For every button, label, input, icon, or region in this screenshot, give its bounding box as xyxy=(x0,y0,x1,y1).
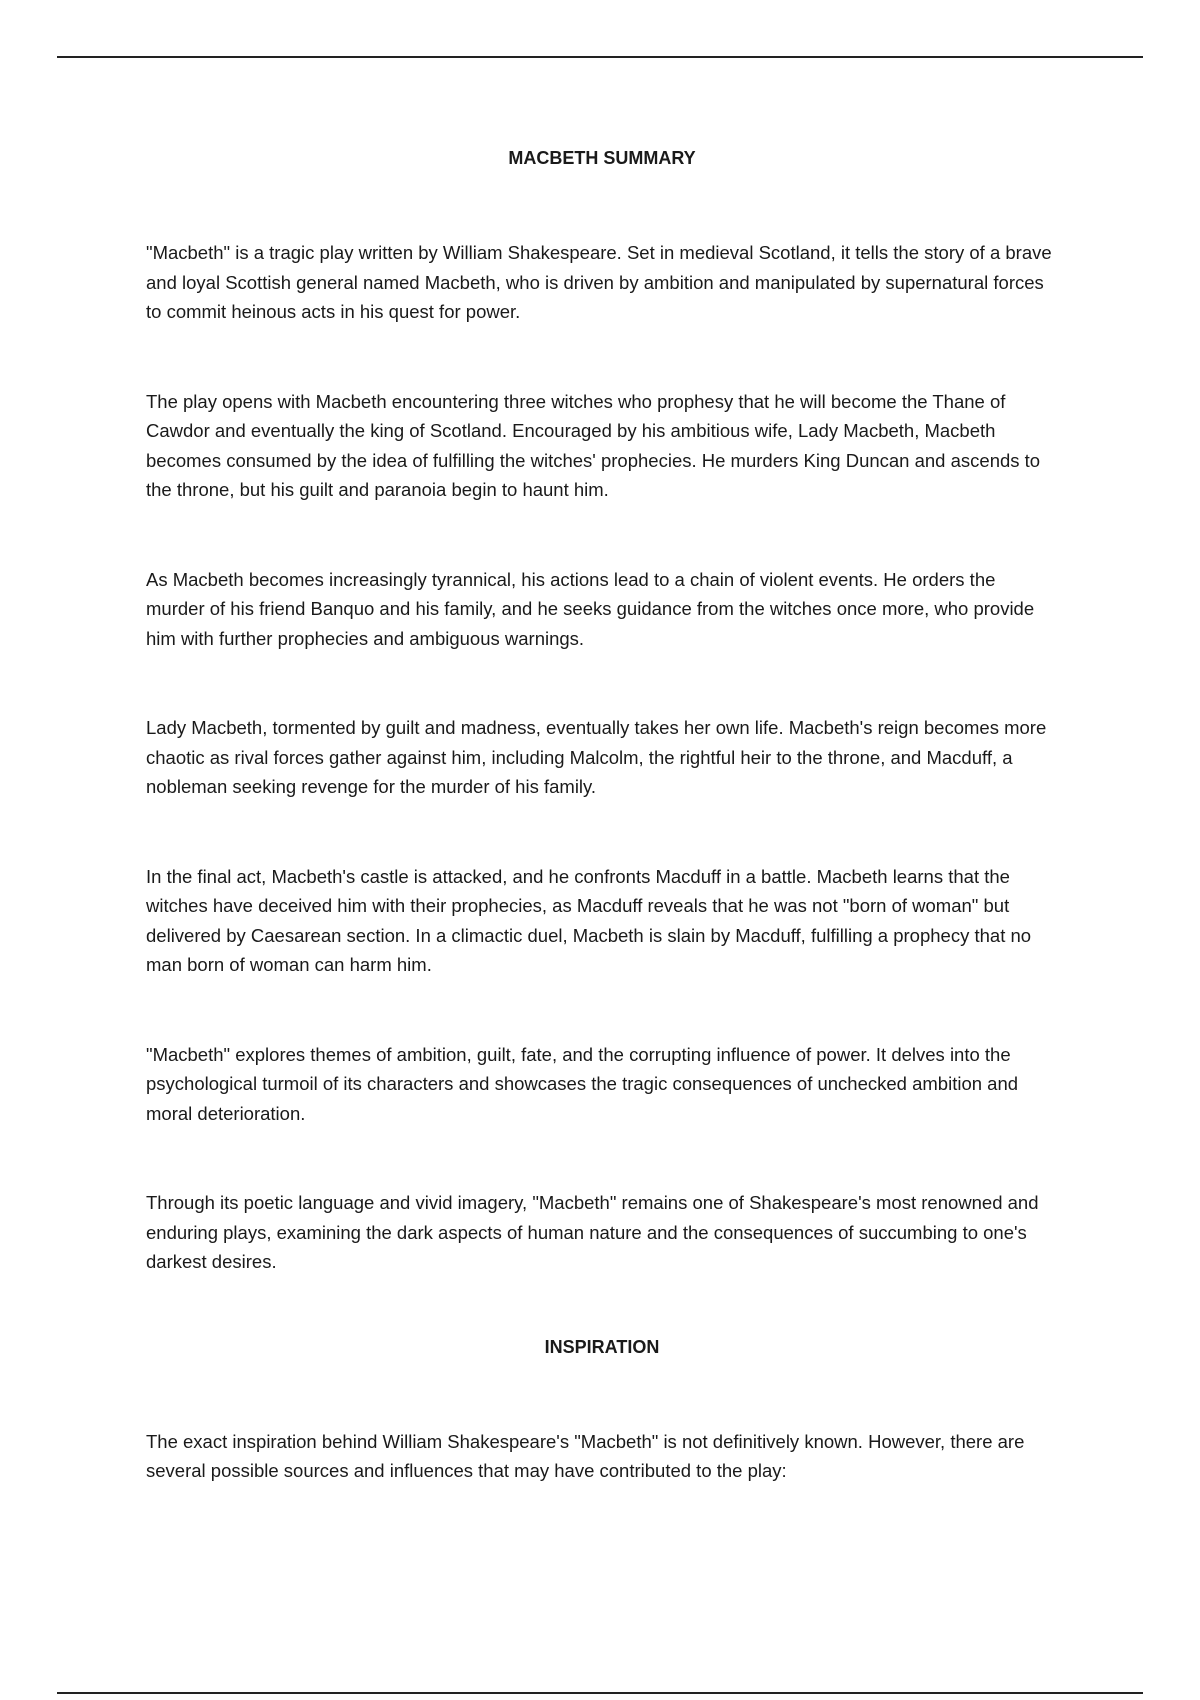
document-title: MACBETH SUMMARY xyxy=(508,148,696,168)
summary-paragraph: In the final act, Macbeth's castle is attacked, and he confronts Macduff in a battle. Macbeth learns that the witches have deceived him with their prophecies, as Macduff reveals that he was not "born of woman" but delivered by Caesarean section. In a climactic duel, Macbeth is slain by Macduff, fulfilling a prophecy that no man born of woman can harm him. xyxy=(146,865,1032,975)
top-rule xyxy=(57,56,1143,58)
bottom-rule xyxy=(57,1692,1143,1694)
summary-paragraph: Through its poetic language and vivid imagery, "Macbeth" remains one of Shakespeare's most renowned and enduring plays, examining the dark aspects of human nature and the consequences of succumbing to one's darkest desires. xyxy=(146,1192,1039,1272)
summary-paragraph: The play opens with Macbeth encountering three witches who prophesy that he will become the Thane of Cawdor and eventually the king of Scotland. Encouraged by his ambitious wife, Lady Macbeth, Macbeth becomes consumed by the idea of fulfilling the witches' prophecies. He murders King Duncan and ascends to the throne, but his guilt and paranoia begin to haunt him. xyxy=(146,390,1041,500)
inspiration-heading: INSPIRATION xyxy=(544,1336,660,1357)
document-body xyxy=(146,146,1058,1486)
summary-paragraph: As Macbeth becomes increasingly tyrannical, his actions lead to a chain of violent events. He orders the murder of his friend Banquo and his family, and he seeks guidance from the witches once more, who provide him with further prophecies and ambiguous warnings. xyxy=(146,568,1035,649)
summary-paragraph: Lady Macbeth, tormented by guilt and madness, eventually takes her own life. Macbeth's reign becomes more chaotic as rival forces gather against him, including Malcolm, the rightful heir to the throne, and Macduff, a nobleman seeking revenge for the murder of his family. xyxy=(146,717,1047,797)
summary-paragraph: "Macbeth" explores themes of ambition, guilt, fate, and the corrupting influence of power. It delves into the psychological turmoil of its characters and showcases the tragic consequences of unchecked ambition and moral deterioration. xyxy=(146,1043,1019,1124)
inspiration-paragraph: The exact inspiration behind William Shakespeare's "Macbeth" is not definitively known. However, there are several possible sources and influences that may have contributed to the play: xyxy=(146,1430,1025,1481)
summary-paragraph: "Macbeth" is a tragic play written by William Shakespeare. Set in medieval Scotland, it tells the story of a brave and loyal Scottish general named Macbeth, who is driven by ambition and manipulated by supernatural forces to commit heinous acts in his quest for power. xyxy=(146,242,1052,322)
